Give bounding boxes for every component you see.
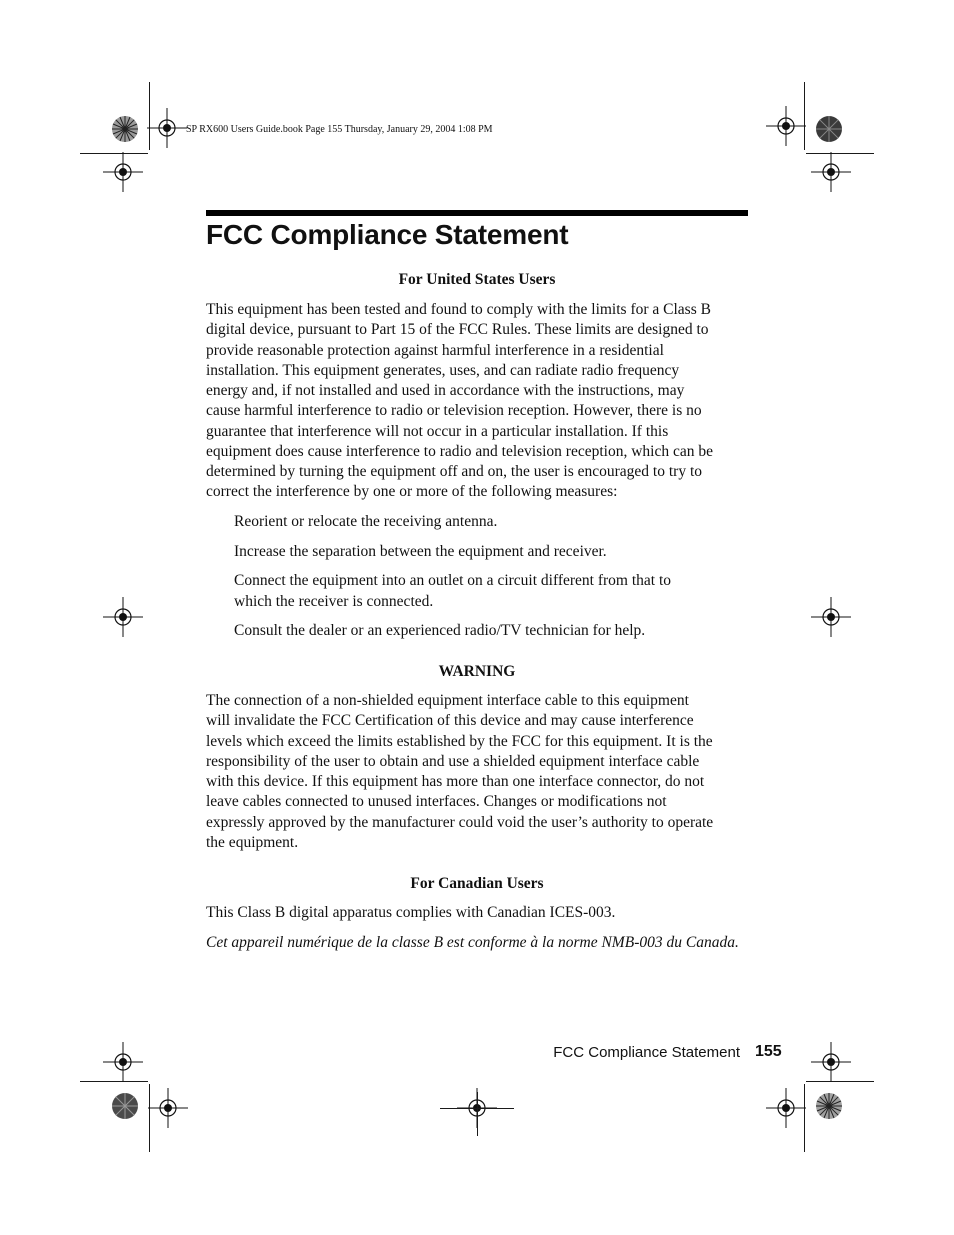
color-target-icon <box>111 115 139 143</box>
section-heading-warning: WARNING <box>438 663 516 680</box>
section-heading-canada: For Canadian Users <box>410 875 544 892</box>
text-line: Reorient or relocate the receiving antenna. <box>234 513 498 530</box>
text-line: levels which exceed the limits established by the FCC for this equipment. It is the <box>206 732 713 750</box>
list-item <box>234 620 748 641</box>
text-line: guarantee that interference will not occur in a particular installation. If this <box>206 422 669 440</box>
crop-mark-line <box>477 1092 478 1136</box>
registration-mark-icon <box>811 1042 851 1082</box>
text-line: energy and, if not installed and used in accordance with the instructions, may <box>206 382 685 399</box>
canada-english: This Class B digital apparatus complies with Canadian ICES-003. <box>206 904 616 921</box>
registration-mark-icon <box>103 597 143 637</box>
page-number: 155 <box>755 1043 782 1060</box>
print-slug: SP RX600 Users Guide.book Page 155 Thursday, January 29, 2004 1:08 PM <box>186 124 493 135</box>
registration-mark-icon <box>766 1088 806 1128</box>
text-line: Increase the separation between the equipment and receiver. <box>234 543 607 560</box>
text-line: cause harmful interference to radio or television reception. However, there is no <box>206 402 702 420</box>
text-line: installation. This equipment generates, uses, and can radiate radio frequency <box>206 361 680 379</box>
list-item <box>234 511 748 532</box>
text-line: with this device. If this equipment has more than one interface connector, do not <box>206 773 705 790</box>
text-line: correct the interference by one or more of the following measures: <box>206 483 618 501</box>
warning-paragraph <box>206 691 748 853</box>
text-line: responsibility of the user to obtain and use a shielded equipment interface cable <box>206 752 700 770</box>
registration-mark-icon <box>103 1042 143 1082</box>
title-rule <box>206 210 748 216</box>
list-item <box>234 541 748 562</box>
text-line: Consult the dealer or an experienced radio/TV technician for help. <box>234 622 646 639</box>
text-line: provide reasonable protection against harmful interference in a residential <box>206 341 664 359</box>
registration-mark-icon <box>811 152 851 192</box>
color-target-icon <box>815 1092 843 1120</box>
registration-mark-icon <box>766 106 806 146</box>
text-line: the equipment. <box>206 833 299 851</box>
page-title: FCC Compliance Statement <box>206 219 569 250</box>
text-line: This equipment has been tested and found to comply with the limits for a Class B <box>206 301 711 318</box>
registration-mark-icon <box>147 108 187 148</box>
color-target-icon <box>815 115 843 143</box>
text-line: determined by turning the equipment off and on, the user is encouraged to try to <box>206 463 703 480</box>
registration-mark-icon <box>103 152 143 192</box>
text-line: will invalidate the FCC Certification of this device and may cause interference <box>206 712 694 730</box>
text-line: Connect the equipment into an outlet on a circuit different from that to <box>234 572 672 589</box>
text-line: equipment does cause interference to radio and television reception, which can be <box>206 442 713 460</box>
registration-mark-icon <box>148 1088 188 1128</box>
us-paragraph <box>206 300 748 503</box>
list-item <box>234 570 748 612</box>
text-line: The connection of a non-shielded equipment interface cable to this equipment <box>206 692 689 709</box>
canada-french: Cet appareil numérique de la classe B est conforme à la norme NMB-003 du Canada. <box>206 934 739 951</box>
text-line: which the receiver is connected. <box>234 593 434 610</box>
text-line: expressly approved by the manufacturer could void the user’s authority to operate <box>206 813 714 831</box>
registration-mark-icon <box>811 597 851 637</box>
text-line: leave cables connected to unused interfaces. Changes or modifications not <box>206 793 667 811</box>
footer-label: FCC Compliance Statement <box>553 1044 740 1061</box>
text-line: digital device, pursuant to Part 15 of the FCC Rules. These limits are designed to <box>206 321 709 339</box>
section-heading-us: For United States Users <box>398 271 556 288</box>
color-target-icon <box>111 1092 139 1120</box>
